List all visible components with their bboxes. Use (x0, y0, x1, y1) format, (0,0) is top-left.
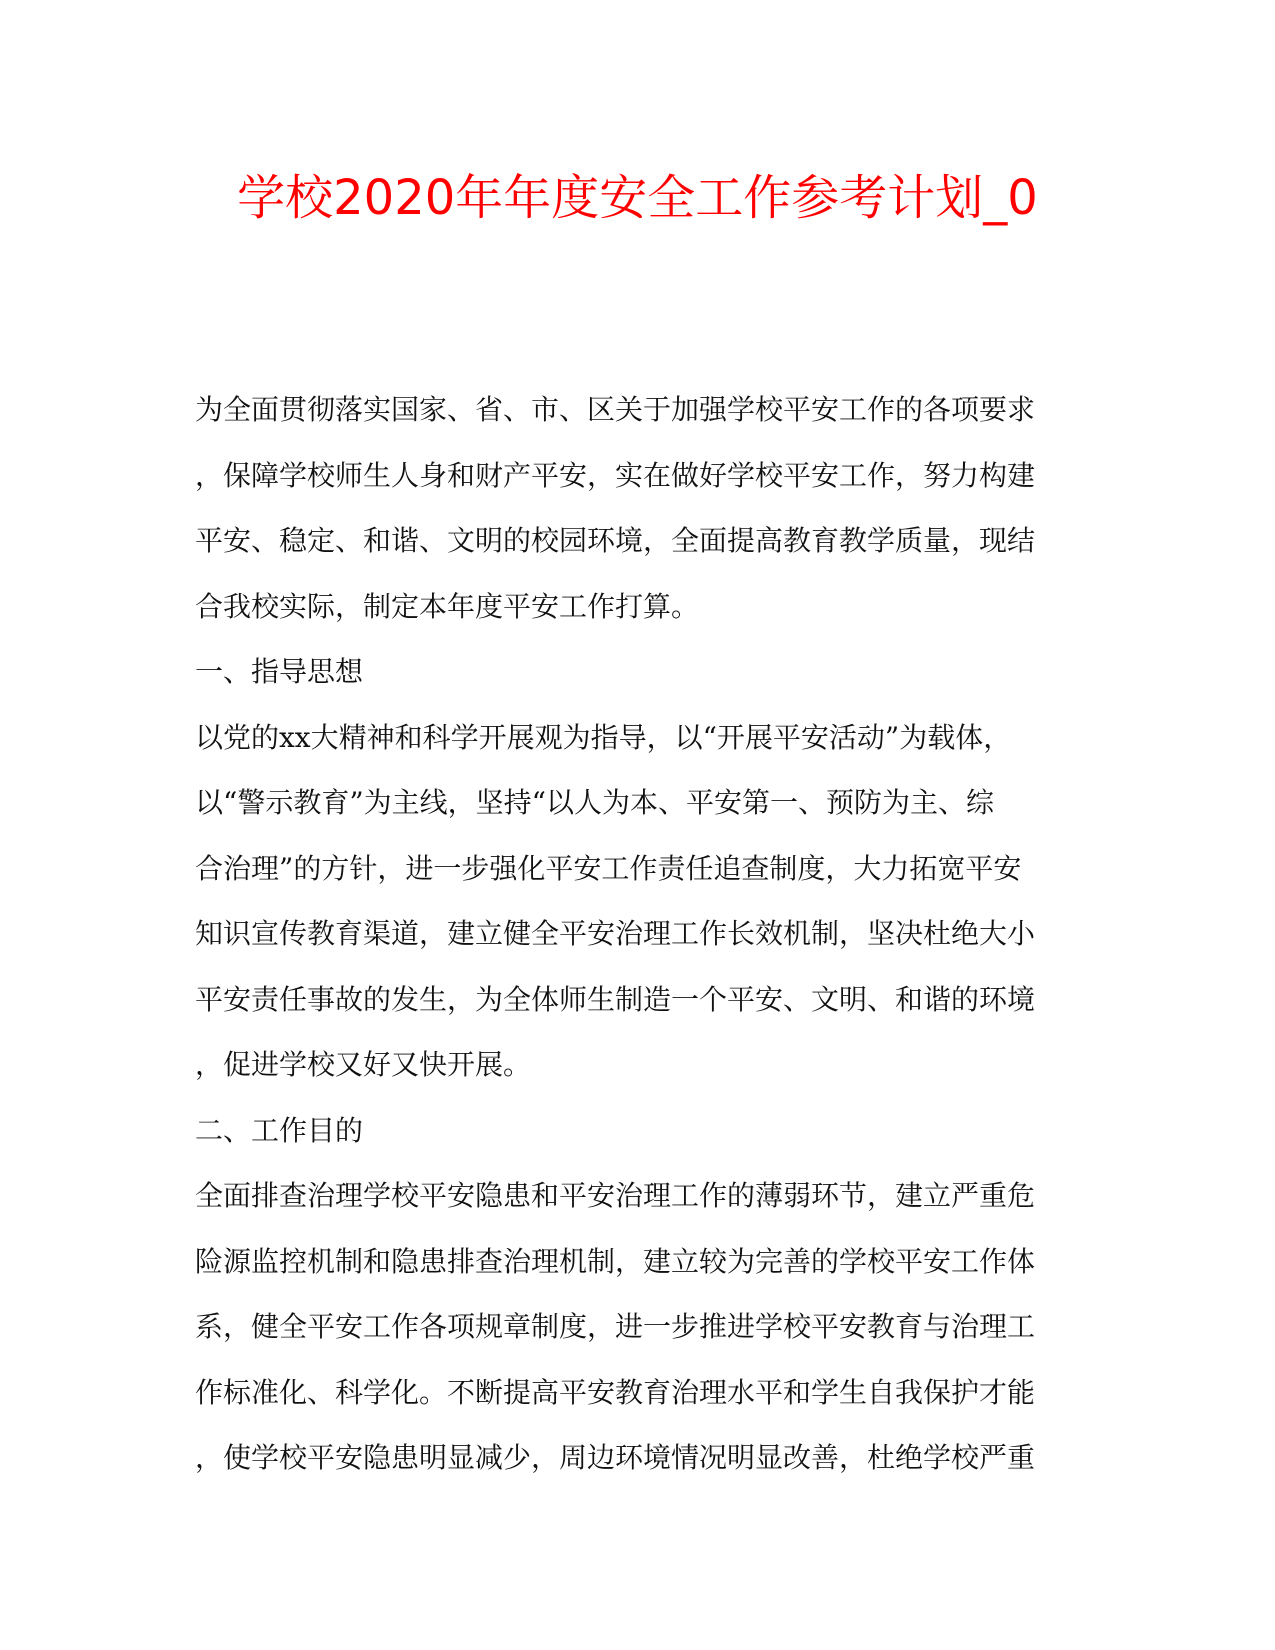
body-line: 全面排查治理学校平安隐患和平安治理工作的薄弱环节，建立严重危 (195, 1179, 1036, 1212)
body-line: 险源监控机制和隐患排查治理机制，建立较为完善的学校平安工作体 (195, 1244, 1036, 1278)
body-line: 平安责任事故的发生，为全体师生制造一个平安、文明、和谐的环境 (195, 982, 1036, 1016)
body-line: 合我校实际，制定本年度平安工作打算。 (195, 589, 700, 623)
body-line: 系，健全平安工作各项规章制度，进一步推进学校平安教育与治理工 (195, 1310, 1036, 1343)
body-line: 以“警示教育”为主线，坚持“以人为本、平安第一、预防为主、综 (195, 786, 994, 819)
body-line: 为全面贯彻落实国家、省、市、区关于加强学校平安工作的各项要求 (195, 393, 1036, 426)
body-line: ，保障学校师生人身和财产平安，实在做好学校平安工作，努力构建 (195, 458, 1036, 492)
body-line: ，使学校平安隐患明显减少，周边环境情况明显改善，杜绝学校严重 (195, 1441, 1036, 1474)
document-title: 学校2020年年度安全工作参考计划_0 (237, 170, 1038, 226)
document-body (195, 377, 1075, 1491)
body-line: ，促进学校又好又快开展。 (195, 1048, 532, 1081)
body-line: 以党的xx大精神和科学开展观为指导，以“开展平安活动”为载体， (195, 720, 1012, 754)
body-line: 平安、稳定、和谐、文明的校园环境，全面提高教育教学质量，现结 (195, 524, 1036, 557)
section-heading-guiding-ideology: 一、指导思想 (195, 655, 364, 688)
section-heading-work-goals: 二、工作目的 (195, 1113, 364, 1147)
body-line: 作标准化、科学化。不断提高平安教育治理水平和学生自我保护才能 (195, 1375, 1036, 1409)
body-line: 合治理”的方针，进一步强化平安工作责任追查制度，大力拓宽平安 (195, 851, 1022, 885)
body-line: 知识宣传教育渠道，建立健全平安治理工作长效机制，坚决杜绝大小 (195, 917, 1036, 950)
